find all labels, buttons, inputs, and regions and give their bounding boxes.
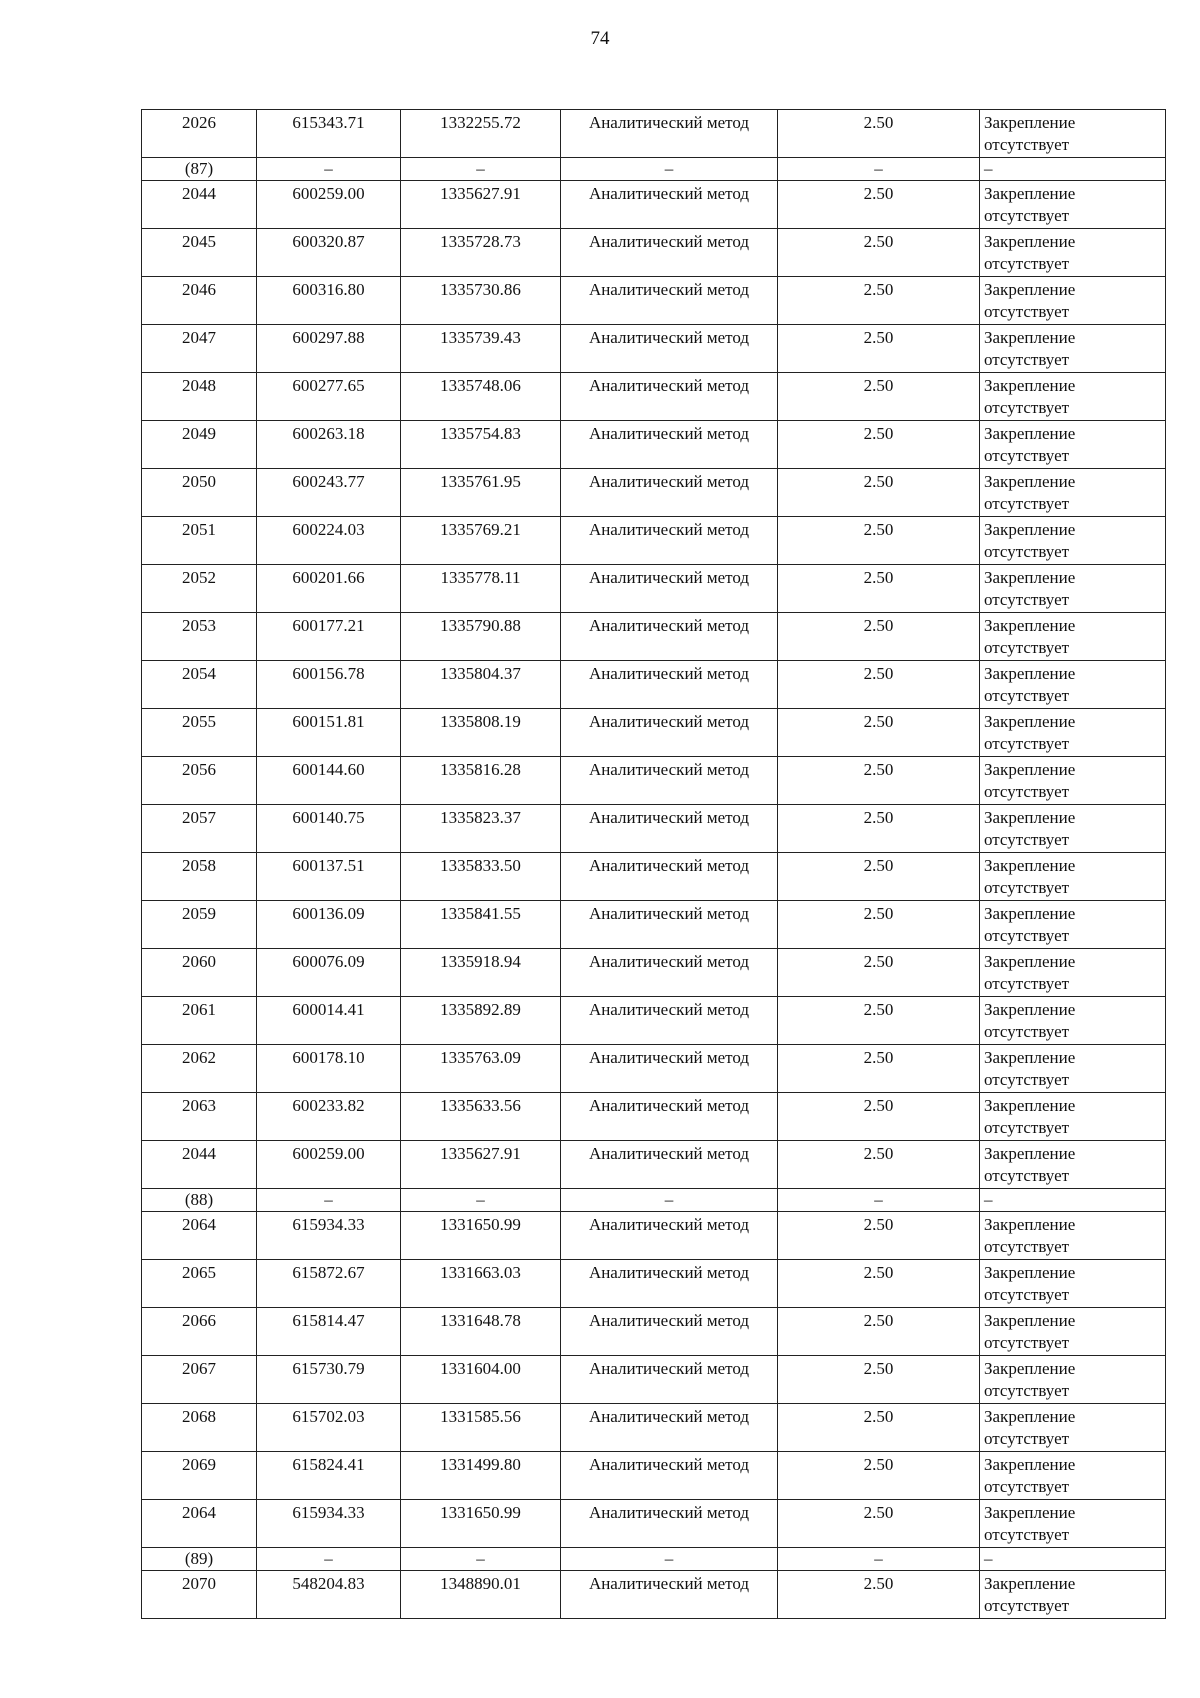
fixing-cell: Закрепление отсутствует — [980, 565, 1166, 613]
y-coordinate-cell: 1331648.78 — [401, 1308, 561, 1356]
point-number-cell: 2069 — [142, 1452, 257, 1500]
method-cell: Аналитический метод — [561, 1045, 778, 1093]
accuracy-cell: 2.50 — [778, 997, 980, 1045]
accuracy-cell: 2.50 — [778, 421, 980, 469]
x-coordinate-cell: 600076.09 — [257, 949, 401, 997]
table-row — [142, 421, 1166, 469]
x-coordinate-cell: 548204.83 — [257, 1571, 401, 1619]
y-coordinate-cell: – — [401, 158, 561, 181]
y-coordinate-cell: 1335808.19 — [401, 709, 561, 757]
table-row — [142, 949, 1166, 997]
table-row — [142, 517, 1166, 565]
accuracy-cell: 2.50 — [778, 1500, 980, 1548]
method-cell: Аналитический метод — [561, 757, 778, 805]
fixing-cell: Закрепление отсутствует — [980, 613, 1166, 661]
table-row — [142, 1212, 1166, 1260]
accuracy-cell: 2.50 — [778, 1571, 980, 1619]
fixing-cell: – — [980, 158, 1166, 181]
x-coordinate-cell: 600259.00 — [257, 1141, 401, 1189]
point-number-cell: 2045 — [142, 229, 257, 277]
point-number-cell: 2044 — [142, 181, 257, 229]
x-coordinate-cell: 600136.09 — [257, 901, 401, 949]
fixing-cell: – — [980, 1548, 1166, 1571]
method-cell: Аналитический метод — [561, 277, 778, 325]
accuracy-cell: 2.50 — [778, 1260, 980, 1308]
point-number-cell: 2050 — [142, 469, 257, 517]
table-row — [142, 565, 1166, 613]
accuracy-cell: 2.50 — [778, 325, 980, 373]
table-row — [142, 110, 1166, 158]
x-coordinate-cell: 615343.71 — [257, 110, 401, 158]
x-coordinate-cell: 600014.41 — [257, 997, 401, 1045]
fixing-cell: Закрепление отсутствует — [980, 901, 1166, 949]
method-cell: Аналитический метод — [561, 110, 778, 158]
point-number-cell: 2057 — [142, 805, 257, 853]
fixing-cell: Закрепление отсутствует — [980, 757, 1166, 805]
fixing-cell: Закрепление отсутствует — [980, 1404, 1166, 1452]
point-number-cell: 2055 — [142, 709, 257, 757]
x-coordinate-cell: 615934.33 — [257, 1212, 401, 1260]
table-row — [142, 325, 1166, 373]
y-coordinate-cell: 1335754.83 — [401, 421, 561, 469]
accuracy-cell: 2.50 — [778, 901, 980, 949]
accuracy-cell: 2.50 — [778, 110, 980, 158]
table-row — [142, 613, 1166, 661]
x-coordinate-cell: 600316.80 — [257, 277, 401, 325]
accuracy-cell: 2.50 — [778, 277, 980, 325]
group-separator-row — [142, 1189, 1166, 1212]
method-cell: Аналитический метод — [561, 613, 778, 661]
accuracy-cell: 2.50 — [778, 757, 980, 805]
y-coordinate-cell: 1335748.06 — [401, 373, 561, 421]
method-cell: Аналитический метод — [561, 1308, 778, 1356]
point-number-cell: 2066 — [142, 1308, 257, 1356]
y-coordinate-cell: – — [401, 1548, 561, 1571]
y-coordinate-cell: 1348890.01 — [401, 1571, 561, 1619]
table-row — [142, 1260, 1166, 1308]
method-cell: Аналитический метод — [561, 949, 778, 997]
table-row — [142, 1404, 1166, 1452]
table-row — [142, 1045, 1166, 1093]
fixing-cell: Закрепление отсутствует — [980, 1045, 1166, 1093]
table-row — [142, 1452, 1166, 1500]
method-cell: Аналитический метод — [561, 325, 778, 373]
x-coordinate-cell: 600263.18 — [257, 421, 401, 469]
fixing-cell: Закрепление отсутствует — [980, 853, 1166, 901]
point-number-cell: 2053 — [142, 613, 257, 661]
point-number-cell: 2060 — [142, 949, 257, 997]
coordinates-table — [141, 109, 1166, 1619]
point-number-cell: 2051 — [142, 517, 257, 565]
x-coordinate-cell: 600201.66 — [257, 565, 401, 613]
y-coordinate-cell: 1335627.91 — [401, 181, 561, 229]
point-number-cell: 2056 — [142, 757, 257, 805]
method-cell: – — [561, 1548, 778, 1571]
table-row — [142, 757, 1166, 805]
x-coordinate-cell: 600177.21 — [257, 613, 401, 661]
y-coordinate-cell: 1335769.21 — [401, 517, 561, 565]
x-coordinate-cell: 615702.03 — [257, 1404, 401, 1452]
group-separator-row — [142, 1548, 1166, 1571]
table-row — [142, 229, 1166, 277]
fixing-cell: Закрепление отсутствует — [980, 229, 1166, 277]
fixing-cell: Закрепление отсутствует — [980, 1571, 1166, 1619]
y-coordinate-cell: 1331663.03 — [401, 1260, 561, 1308]
point-number-cell: 2048 — [142, 373, 257, 421]
fixing-cell: Закрепление отсутствует — [980, 277, 1166, 325]
method-cell: Аналитический метод — [561, 1093, 778, 1141]
x-coordinate-cell: 600137.51 — [257, 853, 401, 901]
method-cell: – — [561, 158, 778, 181]
x-coordinate-cell: 615814.47 — [257, 1308, 401, 1356]
y-coordinate-cell: 1335633.56 — [401, 1093, 561, 1141]
point-number-cell: 2070 — [142, 1571, 257, 1619]
y-coordinate-cell: 1331604.00 — [401, 1356, 561, 1404]
x-coordinate-cell: 600320.87 — [257, 229, 401, 277]
fixing-cell: Закрепление отсутствует — [980, 469, 1166, 517]
table-row — [142, 997, 1166, 1045]
point-number-cell: 2054 — [142, 661, 257, 709]
table-row — [142, 1571, 1166, 1619]
accuracy-cell: 2.50 — [778, 613, 980, 661]
method-cell: Аналитический метод — [561, 1212, 778, 1260]
x-coordinate-cell: 600277.65 — [257, 373, 401, 421]
method-cell: Аналитический метод — [561, 421, 778, 469]
point-number-cell: 2068 — [142, 1404, 257, 1452]
table-row — [142, 901, 1166, 949]
x-coordinate-cell: 600224.03 — [257, 517, 401, 565]
accuracy-cell: 2.50 — [778, 1452, 980, 1500]
point-number-cell: 2064 — [142, 1500, 257, 1548]
method-cell: Аналитический метод — [561, 1356, 778, 1404]
x-coordinate-cell: – — [257, 158, 401, 181]
fixing-cell: Закрепление отсутствует — [980, 1356, 1166, 1404]
point-number-cell: 2052 — [142, 565, 257, 613]
accuracy-cell: 2.50 — [778, 229, 980, 277]
accuracy-cell: – — [778, 158, 980, 181]
y-coordinate-cell: 1335918.94 — [401, 949, 561, 997]
table-row — [142, 661, 1166, 709]
table-row — [142, 1500, 1166, 1548]
method-cell: Аналитический метод — [561, 229, 778, 277]
method-cell: Аналитический метод — [561, 1141, 778, 1189]
table-row — [142, 709, 1166, 757]
method-cell: – — [561, 1189, 778, 1212]
table-row — [142, 1141, 1166, 1189]
point-number-cell: 2046 — [142, 277, 257, 325]
y-coordinate-cell: 1335778.11 — [401, 565, 561, 613]
point-number-cell: (89) — [142, 1548, 257, 1571]
table-row — [142, 805, 1166, 853]
x-coordinate-cell: 600144.60 — [257, 757, 401, 805]
accuracy-cell: 2.50 — [778, 565, 980, 613]
point-number-cell: 2067 — [142, 1356, 257, 1404]
accuracy-cell: 2.50 — [778, 1404, 980, 1452]
method-cell: Аналитический метод — [561, 997, 778, 1045]
point-number-cell: 2062 — [142, 1045, 257, 1093]
y-coordinate-cell: 1335627.91 — [401, 1141, 561, 1189]
x-coordinate-cell: 600151.81 — [257, 709, 401, 757]
accuracy-cell: 2.50 — [778, 1212, 980, 1260]
fixing-cell: Закрепление отсутствует — [980, 997, 1166, 1045]
method-cell: Аналитический метод — [561, 709, 778, 757]
x-coordinate-cell: 600233.82 — [257, 1093, 401, 1141]
y-coordinate-cell: 1331585.56 — [401, 1404, 561, 1452]
table-row — [142, 277, 1166, 325]
point-number-cell: 2065 — [142, 1260, 257, 1308]
table-body — [142, 110, 1166, 1619]
fixing-cell: Закрепление отсутствует — [980, 661, 1166, 709]
fixing-cell: Закрепление отсутствует — [980, 110, 1166, 158]
method-cell: Аналитический метод — [561, 661, 778, 709]
accuracy-cell: 2.50 — [778, 181, 980, 229]
fixing-cell: Закрепление отсутствует — [980, 1141, 1166, 1189]
accuracy-cell: – — [778, 1189, 980, 1212]
point-number-cell: 2061 — [142, 997, 257, 1045]
x-coordinate-cell: 600140.75 — [257, 805, 401, 853]
point-number-cell: 2044 — [142, 1141, 257, 1189]
accuracy-cell: 2.50 — [778, 1045, 980, 1093]
y-coordinate-cell: 1335804.37 — [401, 661, 561, 709]
y-coordinate-cell: 1335790.88 — [401, 613, 561, 661]
y-coordinate-cell: 1335763.09 — [401, 1045, 561, 1093]
accuracy-cell: 2.50 — [778, 517, 980, 565]
x-coordinate-cell: – — [257, 1548, 401, 1571]
point-number-cell: (87) — [142, 158, 257, 181]
fixing-cell: Закрепление отсутствует — [980, 1500, 1166, 1548]
fixing-cell: – — [980, 1189, 1166, 1212]
fixing-cell: Закрепление отсутствует — [980, 421, 1166, 469]
y-coordinate-cell: 1331499.80 — [401, 1452, 561, 1500]
accuracy-cell: 2.50 — [778, 949, 980, 997]
point-number-cell: 2049 — [142, 421, 257, 469]
page-number: 74 — [590, 28, 610, 49]
y-coordinate-cell: 1335892.89 — [401, 997, 561, 1045]
point-number-cell: 2063 — [142, 1093, 257, 1141]
table-row — [142, 853, 1166, 901]
table-row — [142, 1356, 1166, 1404]
y-coordinate-cell: – — [401, 1189, 561, 1212]
fixing-cell: Закрепление отсутствует — [980, 949, 1166, 997]
method-cell: Аналитический метод — [561, 373, 778, 421]
accuracy-cell: 2.50 — [778, 709, 980, 757]
x-coordinate-cell: 615934.33 — [257, 1500, 401, 1548]
method-cell: Аналитический метод — [561, 565, 778, 613]
accuracy-cell: 2.50 — [778, 853, 980, 901]
x-coordinate-cell: 600297.88 — [257, 325, 401, 373]
method-cell: Аналитический метод — [561, 1500, 778, 1548]
y-coordinate-cell: 1335728.73 — [401, 229, 561, 277]
accuracy-cell: 2.50 — [778, 661, 980, 709]
y-coordinate-cell: 1335730.86 — [401, 277, 561, 325]
method-cell: Аналитический метод — [561, 181, 778, 229]
method-cell: Аналитический метод — [561, 1260, 778, 1308]
method-cell: Аналитический метод — [561, 853, 778, 901]
fixing-cell: Закрепление отсутствует — [980, 373, 1166, 421]
fixing-cell: Закрепление отсутствует — [980, 1308, 1166, 1356]
x-coordinate-cell: – — [257, 1189, 401, 1212]
method-cell: Аналитический метод — [561, 901, 778, 949]
table-row — [142, 181, 1166, 229]
point-number-cell: (88) — [142, 1189, 257, 1212]
point-number-cell: 2059 — [142, 901, 257, 949]
y-coordinate-cell: 1335816.28 — [401, 757, 561, 805]
method-cell: Аналитический метод — [561, 1404, 778, 1452]
fixing-cell: Закрепление отсутствует — [980, 181, 1166, 229]
y-coordinate-cell: 1335823.37 — [401, 805, 561, 853]
accuracy-cell: 2.50 — [778, 805, 980, 853]
y-coordinate-cell: 1335833.50 — [401, 853, 561, 901]
accuracy-cell: 2.50 — [778, 1093, 980, 1141]
point-number-cell: 2047 — [142, 325, 257, 373]
point-number-cell: 2064 — [142, 1212, 257, 1260]
y-coordinate-cell: 1335761.95 — [401, 469, 561, 517]
table-row — [142, 1308, 1166, 1356]
table-row — [142, 1093, 1166, 1141]
y-coordinate-cell: 1331650.99 — [401, 1212, 561, 1260]
y-coordinate-cell: 1335739.43 — [401, 325, 561, 373]
fixing-cell: Закрепление отсутствует — [980, 805, 1166, 853]
table-row — [142, 469, 1166, 517]
x-coordinate-cell: 615824.41 — [257, 1452, 401, 1500]
fixing-cell: Закрепление отсутствует — [980, 1452, 1166, 1500]
point-number-cell: 2026 — [142, 110, 257, 158]
fixing-cell: Закрепление отсутствует — [980, 517, 1166, 565]
accuracy-cell: 2.50 — [778, 1141, 980, 1189]
table-row — [142, 373, 1166, 421]
x-coordinate-cell: 600243.77 — [257, 469, 401, 517]
y-coordinate-cell: 1335841.55 — [401, 901, 561, 949]
accuracy-cell: 2.50 — [778, 373, 980, 421]
x-coordinate-cell: 600156.78 — [257, 661, 401, 709]
method-cell: Аналитический метод — [561, 517, 778, 565]
group-separator-row — [142, 158, 1166, 181]
accuracy-cell: – — [778, 1548, 980, 1571]
method-cell: Аналитический метод — [561, 469, 778, 517]
y-coordinate-cell: 1332255.72 — [401, 110, 561, 158]
method-cell: Аналитический метод — [561, 805, 778, 853]
point-number-cell: 2058 — [142, 853, 257, 901]
x-coordinate-cell: 615730.79 — [257, 1356, 401, 1404]
accuracy-cell: 2.50 — [778, 1356, 980, 1404]
fixing-cell: Закрепление отсутствует — [980, 1093, 1166, 1141]
x-coordinate-cell: 600259.00 — [257, 181, 401, 229]
y-coordinate-cell: 1331650.99 — [401, 1500, 561, 1548]
fixing-cell: Закрепление отсутствует — [980, 709, 1166, 757]
x-coordinate-cell: 615872.67 — [257, 1260, 401, 1308]
fixing-cell: Закрепление отсутствует — [980, 325, 1166, 373]
method-cell: Аналитический метод — [561, 1571, 778, 1619]
accuracy-cell: 2.50 — [778, 469, 980, 517]
x-coordinate-cell: 600178.10 — [257, 1045, 401, 1093]
accuracy-cell: 2.50 — [778, 1308, 980, 1356]
method-cell: Аналитический метод — [561, 1452, 778, 1500]
fixing-cell: Закрепление отсутствует — [980, 1260, 1166, 1308]
fixing-cell: Закрепление отсутствует — [980, 1212, 1166, 1260]
